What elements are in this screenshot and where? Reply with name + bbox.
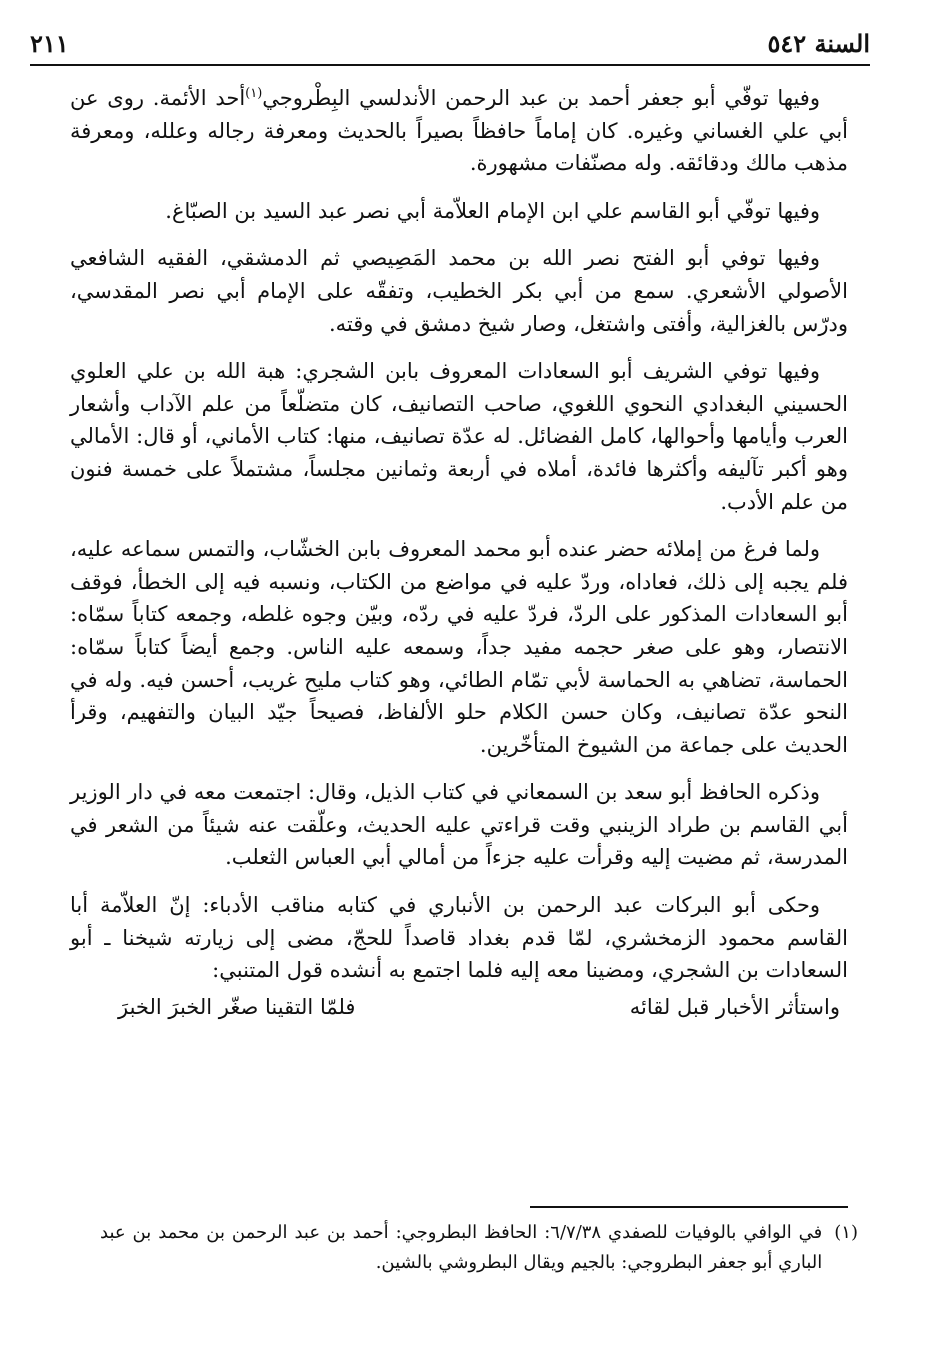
paragraph-text: أحد الأئمة. روى عن أبي علي الغساني وغيره. كان إماماً حافظاً بصيراً بالحديث ومعرفة رجاله وعلله، ومعرفة مذهب مالك ودقائقه. وله مصنّفات مشهورة. [70, 86, 848, 176]
page-number: ٢١١ [30, 29, 69, 58]
paragraph [70, 78, 848, 180]
paragraph: وفيها توفّي أبو القاسم علي ابن الإمام العلاّمة أبي نصر عبد السيد بن الصبّاغ. [165, 198, 820, 223]
footnote-separator [530, 1206, 848, 1208]
footnote [100, 1218, 858, 1278]
paragraph-text: وفيها توفّي أبو جعفر أحمد بن عبد الرحمن الأندلسي البِطْروجي [262, 86, 820, 110]
running-title: السنة ٥٤٢ [767, 29, 870, 58]
paragraph: وذكره الحافظ أبو سعد بن السمعاني في كتاب الذيل، وقال: اجتمعت معه في دار الوزير أبي القاسم بن طراد الزينبي وقت قراءتي عليه الحديث، وعلّقت عنه شيئاً من الشعر في المدرسة، ثم مضيت إليه وقرأت عليه جزءاً من أمالي أبي العباس الثعلب. [70, 780, 848, 870]
verse-first-hemistich: واستأثر الأخبار قبل لقائه [629, 994, 840, 1019]
running-header [30, 18, 870, 66]
paragraph: وحكى أبو البركات عبد الرحمن بن الأنباري في كتابه مناقب الأدباء: إنّ العلاّمة أبا القاسم محمود الزمخشري، لمّا قدم بغداد قاصداً للحجّ، مضى إلى زيارته شيخنا ـ أبو السعادات بن الشجري، ومضينا معه إليه فلما اجتمع به أنشده قول المتنبي: [70, 893, 848, 983]
footnotes [100, 1218, 858, 1278]
verse-second-hemistich: فلمّا التقينا صغّر الخبرَ الخبرَ [118, 994, 356, 1019]
footnote-reference: (١) [245, 86, 263, 101]
footnote-mark: (١) [834, 1222, 858, 1243]
footnote-text: في الوافي بالوفيات للصفدي ٦/٧/٣٨: الحافظ البطروجي: أحمد بن عبد الرحمن بن محمد بن عبد الباري أبو جعفر البطروجي: بالجيم ويقال البطروشي بالشين. [100, 1222, 823, 1273]
poetry-verse [70, 991, 848, 1024]
paragraph: ولما فرغ من إملائه حضر عنده أبو محمد المعروف بابن الخشّاب، والتمس سماعه عليه، فلم يجبه إلى ذلك، فعاداه، وردّ عليه في مواضع من الكتاب، ونسبه فيه إلى الخطأ، فوقف أبو السعادات المذكور على الردّ، فردّ عليه في ردّه، وبيّن وجوه غلطه، وجمعه كتاباً سمّاه: الانتصار، وهو على صغر حجمه مفيد جداً، وسمعه عليه الناس. وجمع أيضاً كتاباً سمّاه: الحماسة، تضاهي به الحماسة لأبي تمّام الطائي، وهو كتاب مليح غريب، أحسن فيه. وله في النحو عدّة تصانيف، وكان حسن الكلام حلو الألفاظ، فصيحاً جيّد البيان والتفهيم، وقرأ الحديث على جماعة من الشيوخ المتأخّرين. [70, 537, 848, 757]
paragraph: وفيها توفي أبو الفتح نصر الله بن محمد المَصِيصي ثم الدمشقي، الفقيه الشافعي الأصولي الأشعري. سمع من أبي بكر الخطيب، وتفقّه على الإمام أبي نصر المقدسي، ودرّس بالغزالية، وأفتى واشتغل، وصار شيخ دمشق في وقته. [70, 246, 848, 336]
paragraph: وفيها توفي الشريف أبو السعادات المعروف بابن الشجري: هبة الله بن علي العلوي الحسيني البغدادي النحوي اللغوي، صاحب التصانيف، كان متضلّعاً من علم الآداب وأشعار العرب وأيامها وأحوالها، كامل الفضائل. له عدّة تصانيف، منها: كتاب الأماني، أو قال: الأمالي وهو أكبر تآليفه وأكثرها فائدة، أملاه في أربعة وثمانين مجلساً، مشتملاً على خمسة فنون من علم الأدب. [70, 359, 849, 514]
main-text [70, 78, 848, 1023]
